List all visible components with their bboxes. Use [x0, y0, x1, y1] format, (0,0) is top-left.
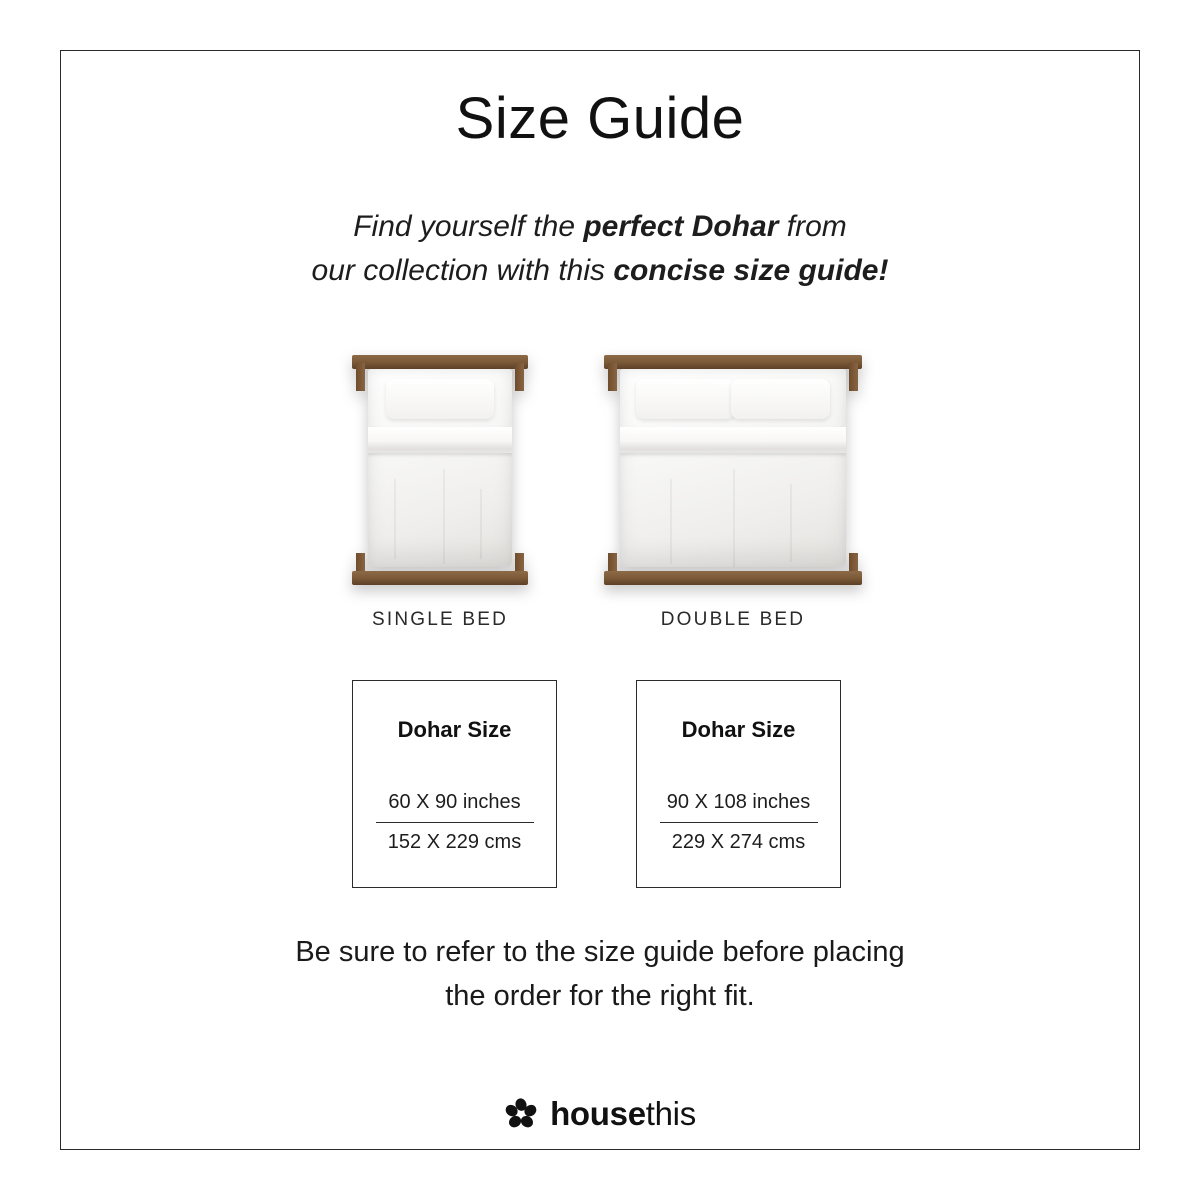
- headboard-rail-icon: [352, 355, 528, 369]
- brand-name-light: this: [645, 1095, 696, 1132]
- double-bed-graphic: [612, 345, 854, 595]
- size-box-double: [636, 680, 841, 888]
- size-box-single-title: Dohar Size: [397, 717, 512, 742]
- duvet-crease-icon: [733, 469, 735, 567]
- subtitle-line2-bold: concise size guide!: [613, 254, 889, 287]
- footer-note-line-1: Be sure to refer to the size guide before placing: [295, 936, 905, 968]
- headboard-post-left-icon: [356, 363, 365, 391]
- duvet-crease-icon: [394, 479, 396, 559]
- subtitle-line-2: [0, 249, 1200, 293]
- double-bed-label: DOUBLE BED: [660, 609, 806, 630]
- subtitle-line1-pre: Find yourself the: [353, 210, 584, 243]
- single-bed-label: SINGLE BED: [371, 609, 509, 630]
- subtitle-line-1: [0, 205, 1200, 249]
- brand-name-bold: house: [550, 1095, 646, 1132]
- size-single-cms: 152 X 229 cms: [387, 831, 522, 853]
- footboard-rail-icon: [604, 571, 862, 585]
- footboard-rail-icon: [352, 571, 528, 585]
- brand-name: [550, 1095, 696, 1133]
- footer-note-line-2: the order for the right fit.: [445, 980, 755, 1012]
- duvet-icon: [620, 369, 846, 567]
- headboard-rail-icon: [604, 355, 862, 369]
- duvet-crease-icon: [670, 479, 672, 564]
- flower-logo-icon: [504, 1097, 538, 1131]
- duvet-icon: [368, 369, 512, 567]
- subtitle-line2-pre: our collection with this: [311, 254, 614, 287]
- bed-illustrations: [0, 345, 1200, 665]
- brand-lockup: [0, 1095, 1200, 1133]
- single-bed-illustration: [360, 345, 520, 631]
- page-subtitle: [0, 205, 1200, 293]
- headboard-post-left-icon: [608, 363, 617, 391]
- size-box-double-title: Dohar Size: [681, 717, 796, 742]
- subtitle-line1-post: from: [778, 210, 847, 243]
- duvet-crease-icon: [480, 489, 482, 559]
- headboard-post-right-icon: [849, 363, 858, 391]
- duvet-crease-icon: [790, 484, 792, 562]
- size-double-inches: 90 X 108 inches: [660, 787, 818, 823]
- headboard-post-right-icon: [515, 363, 524, 391]
- double-bed-illustration: [612, 345, 854, 631]
- duvet-fold-icon: [620, 427, 846, 453]
- size-box-double-rows: [660, 787, 818, 862]
- duvet-fold-icon: [368, 427, 512, 453]
- subtitle-line1-bold: perfect Dohar: [583, 210, 779, 243]
- size-double-cms: 229 X 274 cms: [671, 831, 806, 853]
- size-box-single: [352, 680, 557, 888]
- pillow-icon: [386, 379, 494, 419]
- single-bed-graphic: [360, 345, 520, 595]
- footer-note: [0, 930, 1200, 1018]
- duvet-crease-icon: [443, 469, 445, 564]
- size-single-inches: 60 X 90 inches: [376, 787, 534, 823]
- size-box-single-rows: [376, 787, 534, 862]
- page-title: Size Guide: [455, 86, 745, 151]
- size-boxes: [0, 680, 1200, 895]
- pillow-left-icon: [636, 379, 735, 419]
- pillow-right-icon: [731, 379, 830, 419]
